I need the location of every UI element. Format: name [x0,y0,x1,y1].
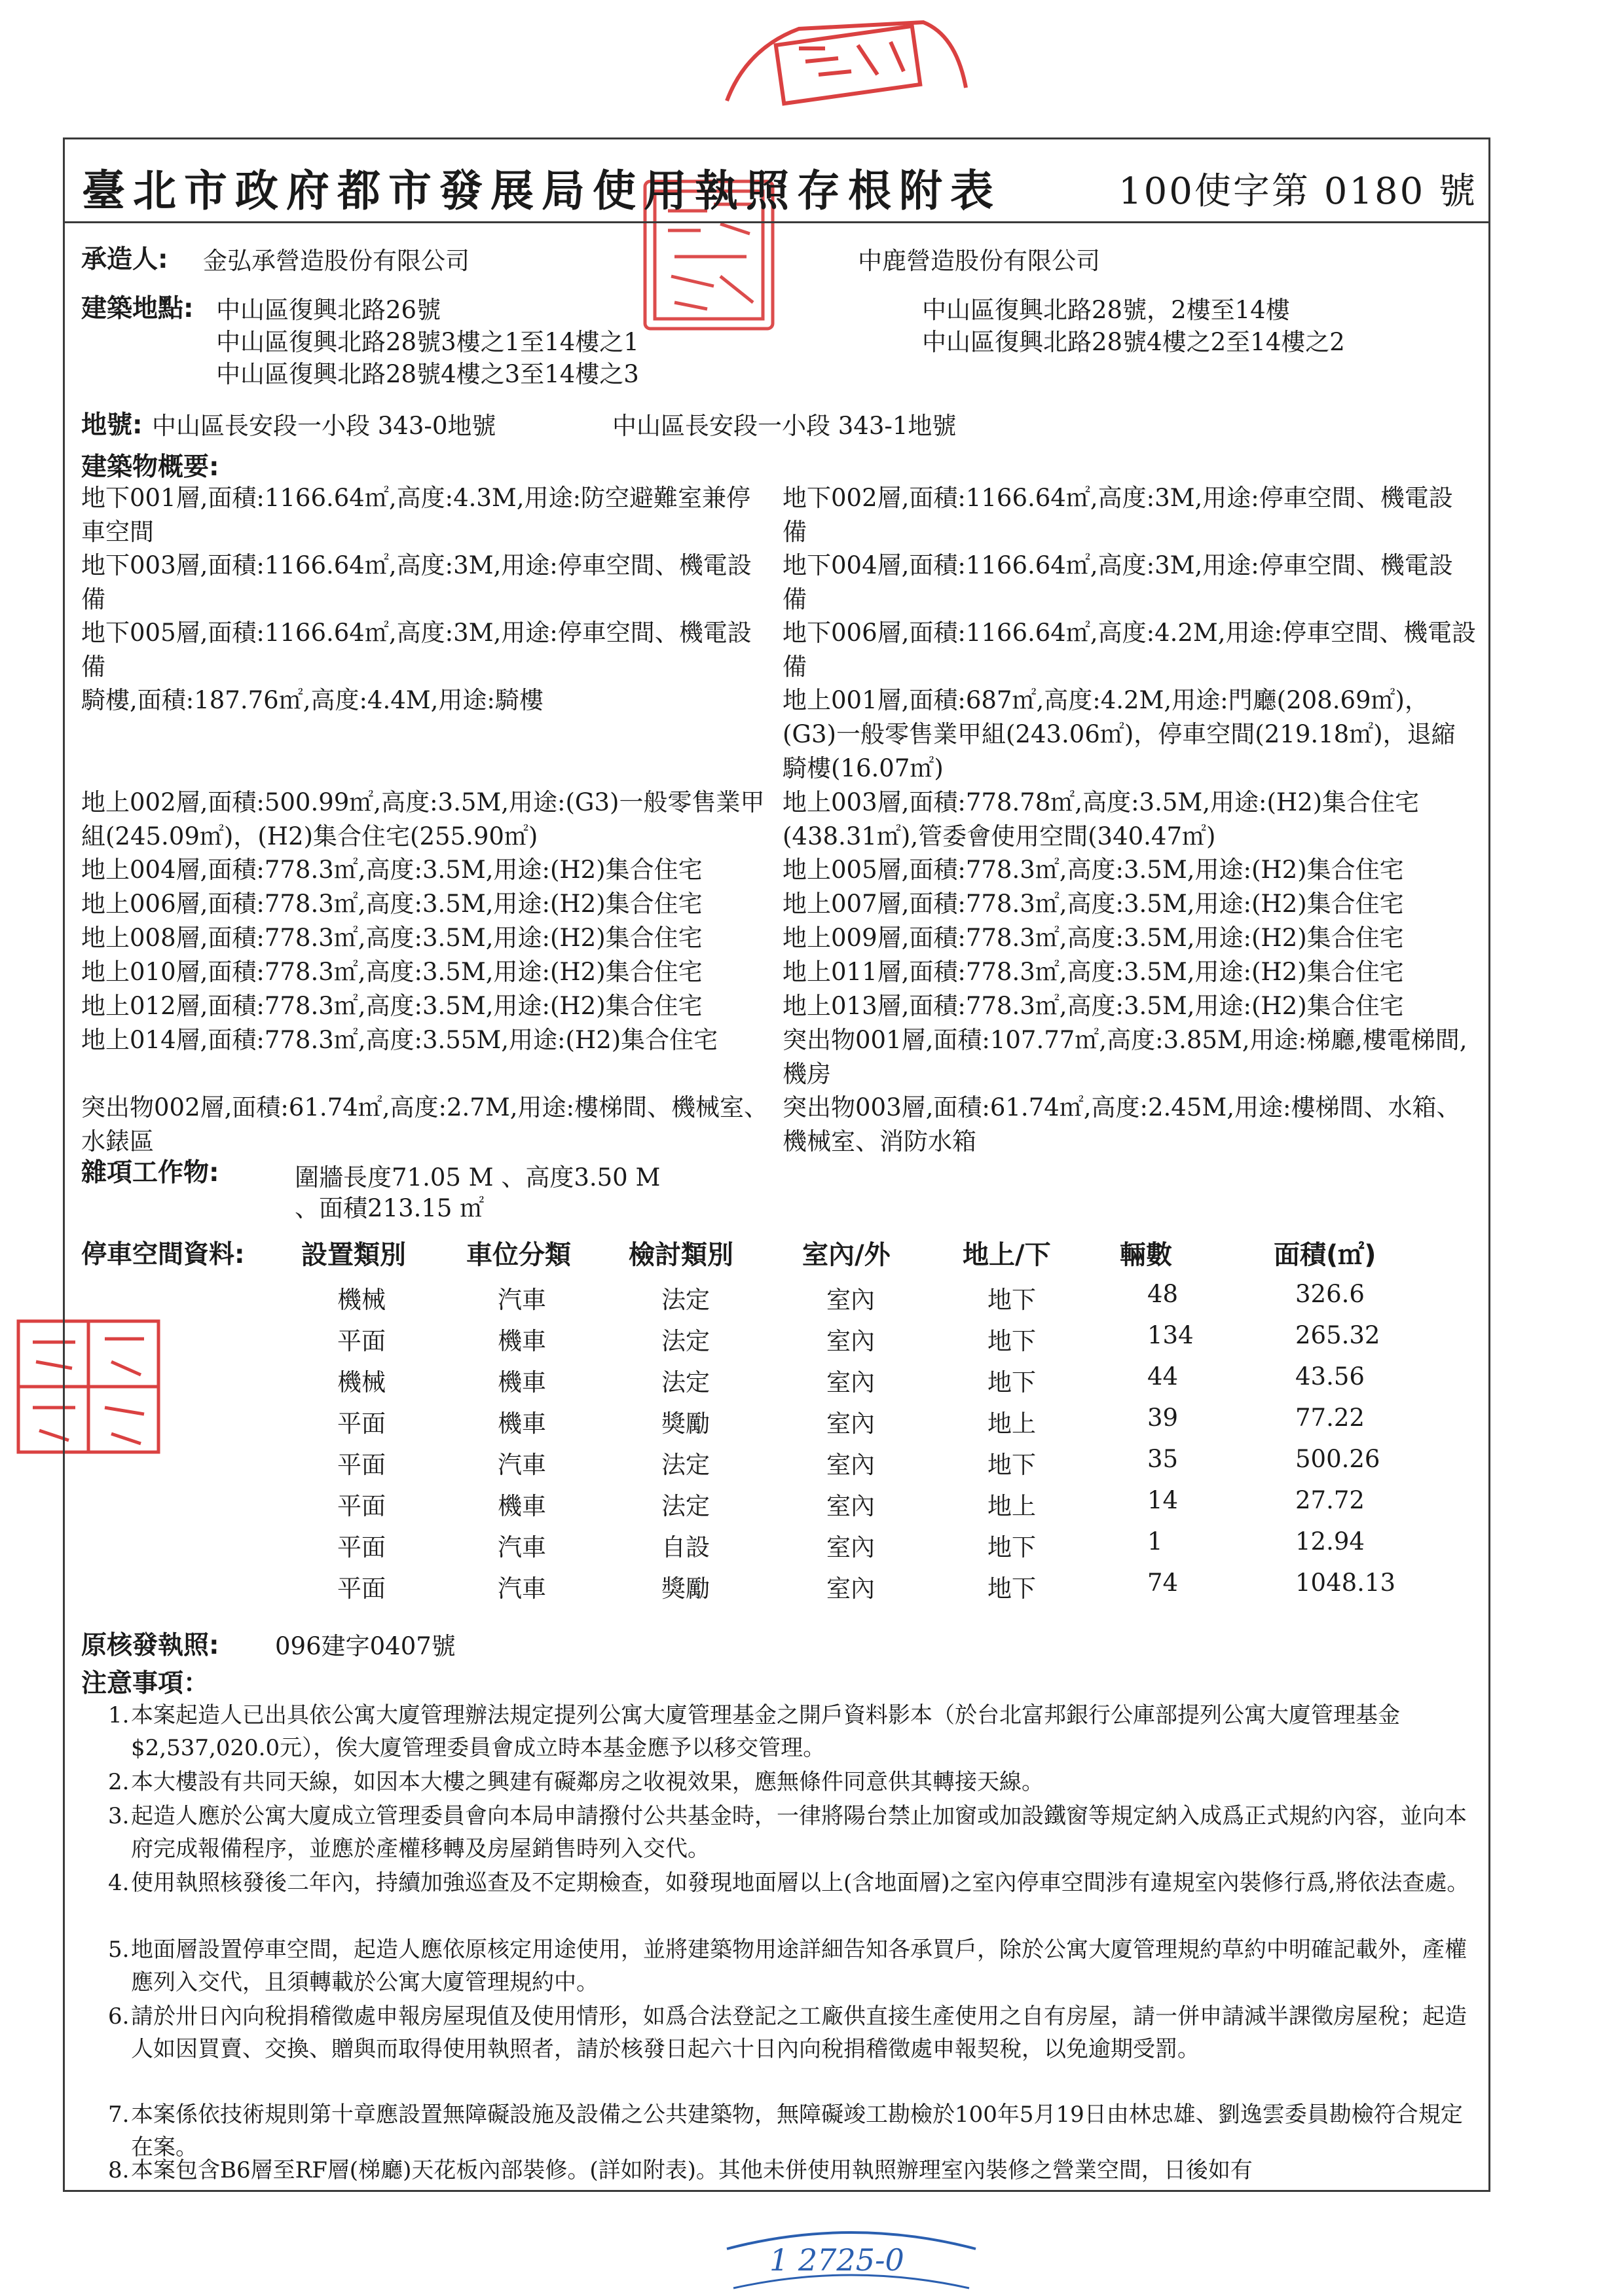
misc-label: 雜項工作物: [81,1158,219,1188]
table-cell: 機械 [337,1368,386,1396]
table-cell: 汽車 [498,1451,546,1479]
floor-entry: 地上012層,面積:778.3㎡,高度:3.5M,用途:(H2)集合住宅 [81,992,703,1020]
site-right-line-1: 中山區復興北路28號，2樓至14樓 [922,296,1290,324]
lot-value-2: 中山區長安段一小段 343-1地號 [612,412,957,440]
note-item [108,2000,1473,2066]
floor-entry: 地上002層,面積:500.99㎡,高度:3.5M,用途:(G3)一般零售業甲組(245.09㎡)，(H2)集合住宅(255.90㎡) [81,788,765,850]
note-text: 使用執照核發後二年內，持續加強巡查及不定期檢查，如發現地面層以上(含地面層)之室內停車空間涉有違規室內裝修行爲,將依法查處。 [131,1870,1469,1896]
floor-entry: 地上004層,面積:778.3㎡,高度:3.5M,用途:(H2)集合住宅 [81,856,703,884]
floor-entry: 地下005層,面積:1166.64㎡,高度:3M,用途:停車空間、機電設備 [81,619,752,681]
table-cell: 地上 [987,1492,1036,1520]
floor-entry: 地上011層,面積:778.3㎡,高度:3.5M,用途:(H2)集合住宅 [783,958,1404,986]
floor-entry: 騎樓,面積:187.76㎡,高度:4.4M,用途:騎樓 [81,686,544,714]
table-cell: 室內 [826,1410,875,1438]
table-cell: 地上 [987,1410,1036,1438]
misc-line-1: 圍牆長度71.05 M 、高度3.50 M [295,1163,661,1192]
note-text: 本案係依技術規則第十章應設置無障礙設施及設備之公共建築物，無障礙竣工勘檢於100年5月19日由林忠雄、劉逸雲委員勘檢符合規定在案。 [131,2102,1463,2160]
floor-entry: 地上009層,面積:778.3㎡,高度:3.5M,用途:(H2)集合住宅 [783,924,1404,952]
note-number: 1. [108,1702,130,1728]
lot-value-1: 中山區長安段一小段 343-0地號 [152,412,496,440]
site-left-line-3: 中山區復興北路28號4樓之3至14樓之3 [216,360,639,388]
parking-label: 停車空間資料: [81,1240,245,1269]
parking-col-indoor: 室內/外 [802,1240,891,1270]
floor-entry: 地下003層,面積:1166.64㎡,高度:3M,用途:停車空間、機電設備 [81,551,752,613]
table-cell: 室內 [826,1368,875,1396]
floor-entry: 地上010層,面積:778.3㎡,高度:3.5M,用途:(H2)集合住宅 [81,958,703,986]
floor-entry: 地下002層,面積:1166.64㎡,高度:3M,用途:停車空間、機電設備 [783,484,1453,546]
lot-label: 地號: [81,410,143,440]
note-item [108,1766,1473,1798]
parking-col-level: 地上/下 [963,1240,1051,1270]
parking-col-area: 面積(㎡) [1274,1240,1376,1270]
note-number: 6. [108,2003,130,2030]
page-title: 臺北市政府都市發展局使用執照存根附表 [82,165,1001,216]
floor-entry: 地下001層,面積:1166.64㎡,高度:4.3M,用途:防空避難室兼停車空間 [81,484,751,546]
note-item [108,1867,1473,1899]
table-cell: 地下 [987,1451,1036,1479]
table-cell: 室內 [826,1327,875,1355]
table-cell: 獎勵 [661,1575,710,1603]
table-cell: 自設 [661,1533,710,1561]
floor-entry: 地上013層,面積:778.3㎡,高度:3.5M,用途:(H2)集合住宅 [783,992,1404,1020]
table-cell: 平面 [337,1410,386,1438]
table-cell: 14 [1147,1486,1179,1514]
note-item [108,1699,1473,1764]
table-cell: 500.26 [1295,1445,1380,1473]
table-cell: 1048.13 [1295,1569,1396,1597]
original-permit-value: 096建字0407號 [275,1632,456,1660]
title-divider [63,221,1490,223]
table-cell: 地下 [987,1575,1036,1603]
table-cell: 地下 [987,1368,1036,1396]
floor-entry: 突出物002層,面積:61.74㎡,高度:2.7M,用途:樓梯間、機械室、水錶區 [81,1093,768,1156]
note-text: 地面層設置停車空間，起造人應依原核定用途使用，並將建築物用途詳細告知各承買戶，除於公寓大廈管理規約草約中明確記載外，產權應列入交代，且須轉載於公寓大廈管理規約中。 [131,1937,1467,1995]
note-number: 4. [108,1870,130,1896]
misc-line-2: 、面積213.15 ㎡ [295,1194,485,1222]
note-text: 本案起造人已出具依公寓大廈管理辦法規定提列公寓大廈管理基金之開戶資料影本（於台北富邦銀行公庫部提列公寓大廈管理基金$2,537,020.0元），俟大廈管理委員會成立時本基金應予以移交管理。 [131,1702,1400,1761]
table-cell: 35 [1147,1445,1179,1473]
table-cell: 獎勵 [661,1410,710,1438]
note-number: 7. [108,2102,130,2128]
builder-name-2: 中鹿營造股份有限公司 [858,247,1100,275]
table-cell: 法定 [661,1286,710,1314]
original-permit-label: 原核發執照: [81,1631,219,1660]
parking-col-review: 檢討類別 [629,1240,733,1270]
table-cell: 12.94 [1295,1527,1365,1556]
site-right-line-2: 中山區復興北路28號4樓之2至14樓之2 [922,328,1345,356]
notes-label: 注意事項： [81,1669,210,1698]
table-cell: 77.22 [1295,1404,1365,1432]
note-text: 起造人應於公寓大廈成立管理委員會向本局申請撥付公共基金時，一律將陽台禁止加窗或加設鐵窗等規定納入成爲正式規約內容，並向本府完成報備程序，並應於產權移轉及房屋銷售時列入交代。 [131,1803,1467,1862]
builder-name-1: 金弘承營造股份有限公司 [203,247,470,275]
floor-entry: 地上005層,面積:778.3㎡,高度:3.5M,用途:(H2)集合住宅 [783,856,1404,884]
table-cell: 平面 [337,1327,386,1355]
table-cell: 汽車 [498,1286,546,1314]
table-cell: 法定 [661,1368,710,1396]
table-cell: 室內 [826,1533,875,1561]
floor-entry: 地上014層,面積:778.3㎡,高度:3.55M,用途:(H2)集合住宅 [81,1026,718,1054]
table-cell: 機車 [498,1368,546,1396]
table-cell: 地下 [987,1327,1036,1355]
table-cell: 地下 [987,1286,1036,1314]
table-cell: 27.72 [1295,1486,1365,1514]
floor-entry: 突出物001層,面積:107.77㎡,高度:3.85M,用途:梯廳,樓電梯間,機房 [783,1026,1467,1088]
builder-label: 承造人: [81,245,168,274]
note-number: 5. [108,1937,130,1963]
table-cell: 39 [1147,1404,1179,1432]
note-text: 本案包含B6層至RF層(梯廳)天花板內部裝修。(詳如附表)。其他未併使用執照辦理室內裝修之營業空間，日後如有 [131,2157,1253,2183]
floor-entry: 地上003層,面積:778.78㎡,高度:3.5M,用途:(H2)集合住宅(438.31㎡),管委會使用空間(340.47㎡) [783,788,1420,850]
parking-col-count: 輛數 [1120,1240,1172,1270]
table-cell: 室內 [826,1451,875,1479]
table-cell: 平面 [337,1492,386,1520]
floor-entry: 地上006層,面積:778.3㎡,高度:3.5M,用途:(H2)集合住宅 [81,890,703,918]
overview-label: 建築物概要: [81,452,219,482]
table-cell: 平面 [337,1575,386,1603]
note-item [108,1800,1473,1865]
floor-entry: 地上001層,面積:687㎡,高度:4.2M,用途:門廳(208.69㎡)，(G3)一般零售業甲組(243.06㎡)，停車空間(219.18㎡)，退縮騎樓(16.07㎡) [783,686,1456,782]
table-cell: 法定 [661,1327,710,1355]
table-cell: 265.32 [1295,1321,1380,1349]
site-left-line-2: 中山區復興北路28號3樓之1至14樓之1 [216,328,639,356]
note-item [108,2154,1473,2187]
parking-col-vehicle: 車位分類 [466,1240,571,1270]
table-cell: 法定 [661,1492,710,1520]
table-cell: 44 [1147,1362,1179,1391]
table-cell: 平面 [337,1451,386,1479]
doc-number: 100使字第 0180 號 [1118,170,1478,213]
table-cell: 汽車 [498,1533,546,1561]
site-label: 建築地點: [81,294,194,323]
table-cell: 326.6 [1295,1280,1365,1308]
top-seal-icon [707,9,982,107]
footer-stamp-number: 1 2725-0 [769,2242,904,2278]
table-cell: 室內 [826,1286,875,1314]
floor-entry: 突出物003層,面積:61.74㎡,高度:2.45M,用途:樓梯間、水箱、機械室、消防水箱 [783,1093,1461,1156]
note-text: 本大樓設有共同天線，如因本大樓之興建有礙鄰房之收視效果，應無條件同意供其轉接天線。 [131,1769,1044,1795]
floor-entry: 地上007層,面積:778.3㎡,高度:3.5M,用途:(H2)集合住宅 [783,890,1404,918]
site-left-line-1: 中山區復興北路26號 [216,296,441,324]
floor-entry: 地下006層,面積:1166.64㎡,高度:4.2M,用途:停車空間、機電設備 [783,619,1477,681]
note-item [108,1933,1473,1999]
table-cell: 43.56 [1295,1362,1365,1391]
table-cell: 室內 [826,1492,875,1520]
table-cell: 機車 [498,1410,546,1438]
table-cell: 機械 [337,1286,386,1314]
table-cell: 134 [1147,1321,1194,1349]
table-cell: 平面 [337,1533,386,1561]
parking-col-type: 設置類別 [301,1240,406,1270]
table-cell: 地下 [987,1533,1036,1561]
table-cell: 汽車 [498,1575,546,1603]
note-number: 3. [108,1803,130,1829]
table-cell: 機車 [498,1492,546,1520]
table-cell: 48 [1147,1280,1179,1308]
floor-entry: 地上008層,面積:778.3㎡,高度:3.5M,用途:(H2)集合住宅 [81,924,703,952]
table-cell: 1 [1147,1527,1163,1556]
table-cell: 機車 [498,1327,546,1355]
table-cell: 法定 [661,1451,710,1479]
table-cell: 室內 [826,1575,875,1603]
note-number: 8. [108,2157,130,2183]
note-text: 請於卅日內向稅捐稽徵處申報房屋現值及使用情形，如爲合法登記之工廠供直接生產使用之自有房屋，請一併申請減半課徵房屋稅；起造人如因買賣、交換、贈與而取得使用執照者，請於核發日起六十日內向稅捐稽徵處申報契稅，以免逾期受罰。 [131,2003,1467,2062]
note-number: 2. [108,1769,130,1795]
table-cell: 74 [1147,1569,1179,1597]
floor-entry: 地下004層,面積:1166.64㎡,高度:3M,用途:停車空間、機電設備 [783,551,1453,613]
